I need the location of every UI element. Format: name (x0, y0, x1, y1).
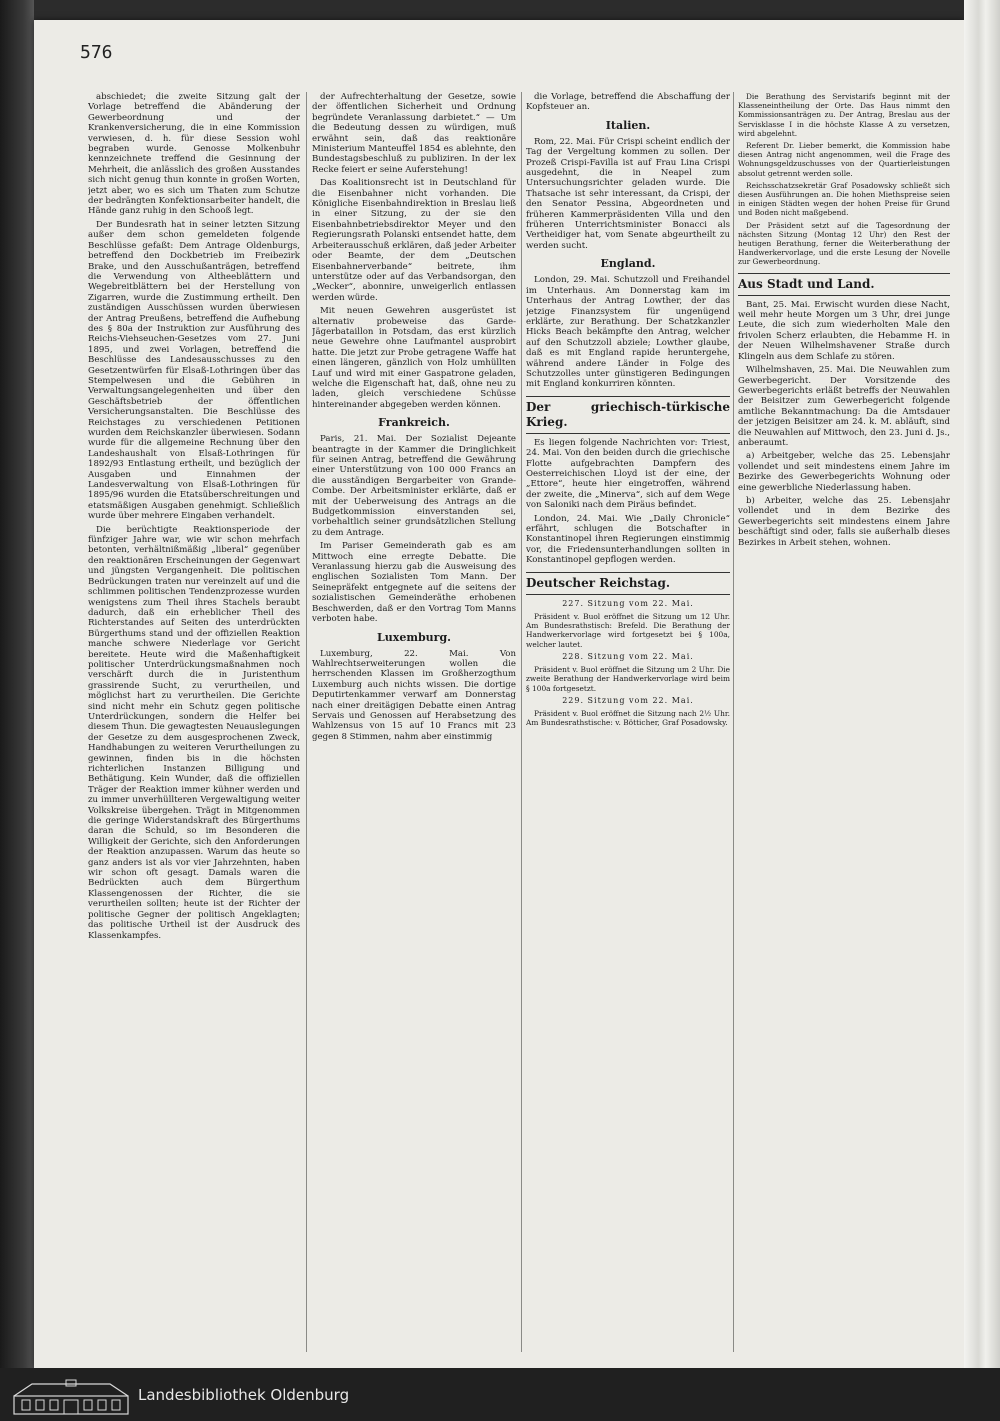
column-2 (312, 92, 516, 1352)
paragraph: b) Arbeiter, welche das 25. Lebensjahr vollendet und in dem Bezirke des Gewerbegerichts seit mindestens einem Jahre beschäftigt sind oder, falls sie außerhalb dieses Bezirkes in Arbeit stehen, wohnen. (738, 495, 950, 548)
paragraph: die Vorlage, betreffend die Abschaffung der Kopfsteuer an. (526, 92, 730, 113)
library-building-icon (12, 1378, 130, 1416)
section-heading-boxed: Aus Stadt und Land. (738, 273, 950, 296)
column-3 (526, 92, 730, 1352)
paragraph: Mit neuen Gewehren ausgerüstet ist alternativ probeweise das Garde-Jägerbataillon in Potsdam, das erst kürzlich neue Gewehre ohne Laufmantel ausprobirt hatte. Die jetzt zur Probe getragene Waffe hat einen längeren, gänzlich von Holz umhüllten Lauf und wird mit einer Gaspatrone geladen, welche die Eigenschaft hat, daß, ohne neu zu laden, gleich verschiedene Schüsse hintereinander abgegeben werden können. (312, 306, 516, 410)
paragraph: Die Berathung des Servistarifs beginnt mit der Klasseneintheilung der Orte. Das Haus nimmt den Kommissionsanträgen zu. Der Antrag, Breslau aus der Servisklasse I in die höchste Klasse A zu versetzen, wird abgelehnt. (738, 92, 950, 138)
section-heading: Frankreich. (378, 416, 450, 430)
book-spine (0, 0, 34, 1370)
paragraph: Der Präsident setzt auf die Tagesordnung der nächsten Sitzung (Montag 12 Uhr) den Rest der heutigen Berathung, ferner die Weiterberathung der Handwerkervorlage, und die erste Lesung der Novelle zur Gewerbeordnung. (738, 220, 950, 267)
paragraph: Reichsschatzsekretär Graf Posadowsky schließt sich diesen Ausführungen an. Die hohen Miethspreise seien in einigen Städten wegen der hohen Preise für Grund und Boden nicht maßgebend. (738, 180, 950, 218)
section-heading-boxed: Der griechisch-türkische Krieg. (526, 396, 730, 434)
column-rule (521, 92, 522, 1352)
paragraph: Es liegen folgende Nachrichten vor: Triest, 24. Mai. Von den beiden durch die griechische Flotte aufgebrachten Dampfern des Oesterreichischen Lloyd ist der eine, der „Ettore“, heute hier eingetroffen, während der zweite, die „Minerva“, sich auf dem Wege von Saloniki nach dem Piräus befindet. (526, 437, 730, 511)
paragraph: Rom, 22. Mai. Für Crispi scheint endlich der Tag der Vergeltung kommen zu sollen. Der Prozeß Crispi-Favilla ist auf Frau Lina Crispi ausgedehnt, die in Neapel zum Untersuchungsrichter geladen wurde. Die Thatsache ist sehr interessant, da Crispi, der den Senator Pessina, Abgeordneten und früheren Kammerpräsidenten Villa und den früheren Unterrichtsminister Bonacci als Vertheidiger hat, vom Senate abgeurtheilt zu werden sucht. (526, 136, 730, 251)
paragraph: Präsident v. Buol eröffnet die Sitzung um 2 Uhr. Die zweite Berathung der Handwerkervorlage wird beim § 100a fortgesetzt. (526, 665, 730, 693)
paragraph: Bant, 25. Mai. Erwischt wurden diese Nacht, weil mehr heute Morgen um 3 Uhr, drei junge Leute, die sich zum wiederholten Male den frivolen Scherz erlaubten, die Hebamme H. in der Neuen Wilhelmshavener Straße durch Klingeln aus dem Schlafe zu stören. (738, 299, 950, 362)
paragraph: Die berüchtigte Reaktionsperiode der fünfziger Jahre war, wie wir schon mehrfach betonten, verhältnißmäßig „liberal“ gegenüber den reaktionären Erscheinungen der Gegenwart und jüngsten Vergangenheit. Die politischen Bedrückungen traten nur vereinzelt auf und die schlimmen politischen Tendenzprozesse wurden wenigstens zum Theil ihres Stachels beraubt dadurch, daß ein erheblicher Theil des Richterstandes auf Seiten des unterdrückten Bürgerthums stand und der offiziellen Reaktion manche schwere Niederlage vor Gericht bereitete. Heute wird die Maßenhaftigkeit politischer Unterdrückungsmaßnahmen noch verschärft durch die in Juristenthum grassirende Sucht, zu verurtheilen, und möglichst hart zu verurtheilen. Die Gerichte sind nicht mehr ein Schutz gegen politische Unterdrückungen, sondern die Helfer bei diesem Thun. Die gewagtesten Neuauslegungen der Gesetze zu dem ausgesprochenen Zweck, Handhabungen zu weiteren Verurtheilungen zu gewinnen, finden bis in die höchsten richterlichen Instanzen Billigung und Bethätigung. Kein Wunder, daß die offiziellen Träger der Reaktion immer kühner werden und zu immer unverhüllteren Vergewaltigung weiter Volkskreise übergehen. Trägt in Mitgenommen die geringe Widerstandskraft des Bürgerthums daran die Schuld, so im Besonderen die Willigkeit der Gerichte, sich den Anforderungen der Reaktion anzupassen. Warum das heute so ganz anders ist als vor vier Jahrzehnten, haben wir schon oft gesagt. Damals waren die Bedrückten auch dem Bürgerthum Klassengenossen der Richter, die sie verurtheilen sollten; heute ist der Richter der politische Gegner der politisch Angeklagten; das politische Urtheil ist der Ausdruck des Klassenkampfes. (88, 524, 300, 941)
session-heading: 228. Sitzung vom 22. Mai. (562, 651, 694, 661)
paragraph: Präsident v. Buol eröffnet die Sitzung um 12 Uhr. Am Bundesrathstisch: Brefeld. Die Berathung der Handwerkervorlage wird fortgesetzt bei § 100a, welcher lautet. (526, 612, 730, 649)
section-heading: England. (600, 257, 656, 271)
paragraph: a) Arbeitgeber, welche das 25. Lebensjahr vollendet und seit mindestens einem Jahre im Bezirke des Gewerbegerichts Wohnung oder eine gewerbliche Niederlassung haben. (738, 451, 950, 493)
column-1 (88, 92, 300, 1362)
paragraph: Das Koalitionsrecht ist in Deutschland für die Eisenbahner nicht vorhanden. Die Königliche Eisenbahndirektion in Breslau ließ in einer Sitzung, zu der sie den Eisenbahnbetriebsdirektor Meyer und den Regierungsrath Polanski entsendet hatte, dem Arbeiterausschuß erklären, daß jeder Arbeiter oder Beamte, der dem „Deutschen Eisenbahnerverbande“ beitrete, ihm unterstütze oder auf das Verbandsorgan, den „Wecker“, abonnire, unweigerlich entlassen werden würde. (312, 178, 516, 303)
section-heading: Italien. (605, 118, 651, 132)
column-4 (738, 92, 950, 1352)
paragraph: Wilhelmshaven, 25. Mai. Die Neuwahlen zum Gewerbegericht. Der Vorsitzende des Gewerbegerichts erläßt betreffs der Neuwahlen der Beisitzer zum Gewerbegericht folgende amtliche Bekanntmachung: Da die Amtsdauer der jetzigen Beisitzer am 24. k. M. abläuft, sind die Neuwahlen auf Mittwoch, den 23. Juni d. Js., anberaumt. (738, 365, 950, 448)
paragraph: abschiedet; die zweite Sitzung galt der Vorlage betreffend die Abänderung der Gewerbeordnung und der Krankenversicherung, die in eine Kommission verwiesen, d. h. für diese Session wohl begraben wurde. Genosse Molkenbuhr kennzeichnete treffend die Gesinnung der Mehrheit, die anlässlich des großen Ausstandes sich nicht genug thun konnte in großen Worten, jetzt aber, wo es sich um Thaten zum Schutze der bedrängten Konfektionsarbeiter handelt, die Hände ganz ruhig in den Schooß legt. (88, 92, 300, 217)
session-heading: 229. Sitzung vom 22. Mai. (562, 695, 694, 705)
section-heading: Luxemburg. (377, 630, 451, 644)
column-rule (733, 92, 734, 1352)
column-rule (306, 92, 307, 1352)
paragraph: Der Bundesrath hat in seiner letzten Sitzung außer dem schon gemeldeten folgende Beschlüsse gefaßt: Dem Antrage Oldenburgs, betreffend den Dockbetrieb im Freibezirk Brake, und den Ausschußanträgen, betreffend die Verwendung von Altheeblättern und Wegebreitblättern bei der Herstellung von Zigarren, wurde die Zustimmung ertheilt. Den zuständigen Ausschüssen wurden überwiesen der Antrag Preußens, betreffend die Aufhebung des § 80a der Instruktion zur Ausführung des Reichs-Viehseuchen-Gesetzes vom 27. Juni 1895, und zwei Vorlagen, betreffend die Beschlüsse des Landesausschusses zu den Gesetzentwürfen für Elsaß-Lothringen über das Stempelwesen und die Gebühren in Verwaltungsangelegenheiten und über den Geschäftsbetrieb der öffentlichen Versicherungsanstalten. Die Beschlüsse des Reichstages zu verschiedenen Petitionen wurden dem Reichskanzler überwiesen. Sodann wurde für die allgemeine Rechnung über den Landeshaushalt von Elsaß-Lothringen für 1892/93 Entlastung ertheilt, und bezüglich der Ausgaben und Einnahmen der Landesverwaltung von Elsaß-Lothringen für 1895/96 wurden die Etatsüberschreitungen und etatsmäßigen Ausgaben genehmigt. Schließlich wurde über mehrere Eingaben verhandelt. (88, 219, 300, 522)
paragraph: Referent Dr. Lieber bemerkt, die Kommission habe diesen Antrag nicht angenommen, weil die Frage des Wohnungsgeldzuschusses von der Quartierleistungen absolut getrennt werden solle. (738, 141, 950, 178)
paragraph: der Aufrechterhaltung der Gesetze, sowie der öffentlichen Sicherheit und Ordnung begründete Veranlassung darbietet.“ — Um die Bedeutung dessen zu würdigen, muß erwähnt sein, daß das reaktionäre Ministerium Manteuffel 1854 es ablehnte, den Bundestagsbeschluß zu publiziren. In der lex Recke feiert er seine Auferstehung! (312, 92, 516, 175)
session-heading: 227. Sitzung vom 22. Mai. (562, 598, 694, 608)
paragraph: London, 24. Mai. Wie „Daily Chronicle“ erfährt, schlugen die Botschafter in Konstantinopel ihren Regierungen einstimmig vor, die Friedensunterhandlungen sollten in Konstantinopel gepflogen werden. (526, 513, 730, 566)
page-stack-edge (964, 0, 1000, 1370)
paragraph: London, 29. Mai. Schutzzoll und Freihandel im Unterhaus. Am Donnerstag kam im Unterhaus der Antrag Lowther, der das jetzige Finanzsystem für ungenügend erklärte, zur Berathung. Der Schatzkanzler Hicks Beach bekämpfte den Antrag, welcher auf den Schutzzoll abziele; Lowther glaube, daß es mit England rapide heruntergehe, während andere Länder in Folge des Schutzzolles unter günstigeren Bedingungen mit England konkurriren könnten. (526, 275, 730, 390)
paragraph: Luxemburg, 22. Mai. Von Wahlrechtserweiterungen wollen die herrschenden Klassen im Großherzogthum Luxemburg auch nichts wissen. Die dortige Deputirtenkammer verwarf am Donnerstag nach einer dreitägigen Debatte einen Antrag Servais und Genossen auf Herabsetzung des Wahlzensus von 15 auf 10 Francs mit 23 gegen 8 Stimmen, nahm aber einstimmig (312, 648, 516, 742)
paragraph: Präsident v. Buol eröffnet die Sitzung nach 2½ Uhr. Am Bundesrathstische: v. Bötticher, Graf Posadowsky. (526, 709, 730, 728)
paragraph: Paris, 21. Mai. Der Sozialist Dejeante beantragte in der Kammer die Dringlichkeit für seinen Antrag, betreffend die Gewährung einer Unterstützung von 100 000 Francs an die ausständigen Bergarbeiter von Grande-Combe. Der Arbeitsminister erklärte, daß er mit der Ueberweisung des Antrags an die Budgetkommission einverstanden sei, vorbehaltlich seiner grundsätzlichen Stellung zu dem Antrage. (312, 434, 516, 538)
paragraph: Im Pariser Gemeinderath gab es am Mittwoch eine erregte Debatte. Die Veranlassung hierzu gab die Ausweisung des englischen Sozialisten Tom Mann. Der Seinepräfekt entgegnete auf die seitens der sozialistischen Gemeinderäthe erhobenen Beschwerden, daß er den Vortrag Tom Manns verboten habe. (312, 541, 516, 625)
section-heading-boxed: Deutscher Reichstag. (526, 572, 730, 595)
library-name: Landesbibliothek Oldenburg (138, 1386, 350, 1404)
page-number: 576 (80, 42, 113, 63)
